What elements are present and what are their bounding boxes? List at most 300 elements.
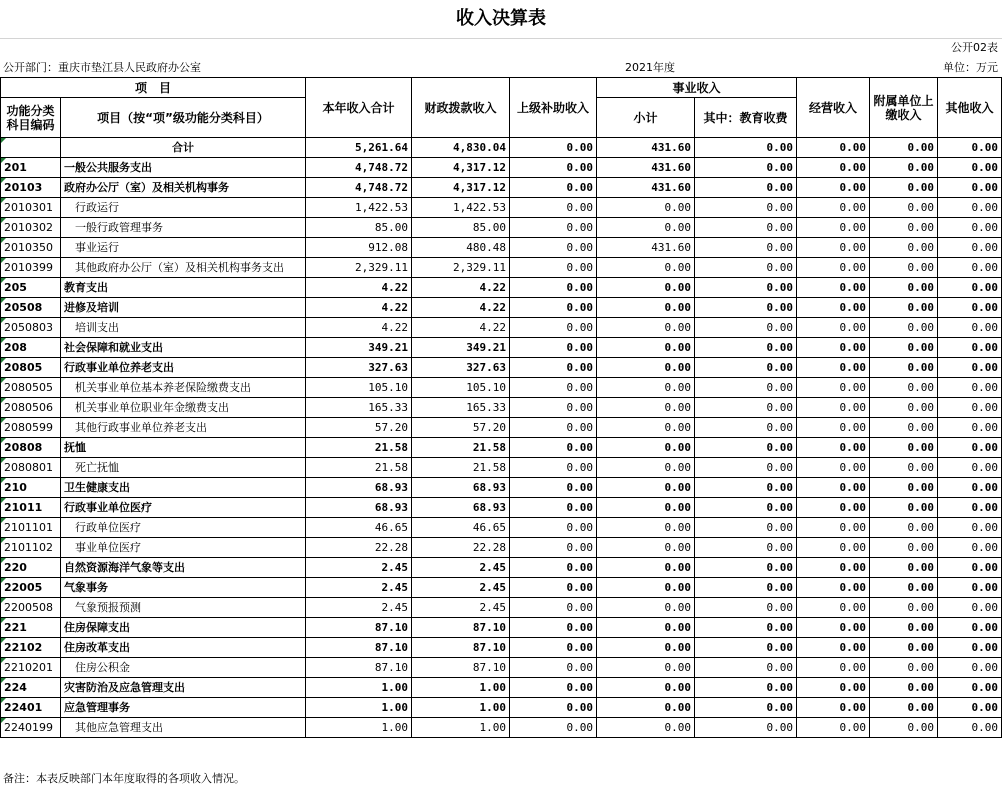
row-value: 87.10: [306, 618, 412, 638]
row-value: 327.63: [412, 358, 510, 378]
row-value: 0.00: [695, 518, 797, 538]
row-value: 0.00: [510, 498, 597, 518]
row-value: 0.00: [870, 158, 938, 178]
row-value: 2,329.11: [306, 258, 412, 278]
row-value: 1.00: [412, 678, 510, 698]
table-row: [1, 338, 1002, 358]
row-code: 2010302: [1, 218, 61, 238]
row-name: 行政事业单位医疗: [61, 498, 306, 518]
table-row: [1, 458, 1002, 478]
row-value: 0.00: [797, 718, 870, 738]
row-value: 0.00: [695, 698, 797, 718]
row-value: 0.00: [797, 578, 870, 598]
row-value: 0.00: [510, 618, 597, 638]
row-name: 卫生健康支出: [61, 478, 306, 498]
row-value: 0.00: [510, 338, 597, 358]
row-value: 21.58: [412, 458, 510, 478]
row-value: 0.00: [597, 438, 695, 458]
row-value: 0.00: [938, 618, 1002, 638]
row-code: 20103: [1, 178, 61, 198]
row-value: 431.60: [597, 158, 695, 178]
row-value: 0.00: [695, 278, 797, 298]
table-row: [1, 578, 1002, 598]
row-value: 0.00: [597, 698, 695, 718]
row-value: 2.45: [412, 578, 510, 598]
row-name: 事业单位医疗: [61, 538, 306, 558]
row-code: 205: [1, 278, 61, 298]
row-value: 0.00: [870, 218, 938, 238]
row-value: 0.00: [695, 238, 797, 258]
row-value: 4.22: [306, 278, 412, 298]
row-value: 0.00: [510, 278, 597, 298]
row-value: 0.00: [797, 478, 870, 498]
row-value: 0.00: [510, 458, 597, 478]
row-name: 社会保障和就业支出: [61, 338, 306, 358]
header-other: 其他收入: [938, 78, 1002, 138]
row-value: 0.00: [870, 258, 938, 278]
row-value: 0.00: [797, 178, 870, 198]
header-subtotal: 小计: [597, 98, 695, 138]
row-code: 201: [1, 158, 61, 178]
row-value: 0.00: [597, 378, 695, 398]
row-value: 4,317.12: [412, 158, 510, 178]
row-code: 221: [1, 618, 61, 638]
row-value: 0.00: [870, 198, 938, 218]
row-value: 4.22: [412, 318, 510, 338]
row-value: 21.58: [412, 438, 510, 458]
row-value: 431.60: [597, 238, 695, 258]
row-value: 0.00: [695, 258, 797, 278]
row-name: 合计: [61, 138, 306, 158]
row-code: 21011: [1, 498, 61, 518]
row-value: 0.00: [597, 258, 695, 278]
row-value: 0.00: [870, 558, 938, 578]
year-label: 2021年度: [625, 61, 675, 74]
row-value: 0.00: [695, 498, 797, 518]
row-code: 208: [1, 338, 61, 358]
row-name: 住房改革支出: [61, 638, 306, 658]
table-row: [1, 298, 1002, 318]
row-code: 22005: [1, 578, 61, 598]
row-value: 0.00: [597, 598, 695, 618]
row-value: 0.00: [695, 458, 797, 478]
table-row: [1, 418, 1002, 438]
table-row: [1, 518, 1002, 538]
row-code: 224: [1, 678, 61, 698]
table-code: 公开02表: [951, 41, 998, 54]
row-value: 4.22: [412, 278, 510, 298]
row-value: 0.00: [870, 378, 938, 398]
row-value: 0.00: [938, 318, 1002, 338]
row-name: 教育支出: [61, 278, 306, 298]
row-value: 0.00: [938, 198, 1002, 218]
row-code: 2080506: [1, 398, 61, 418]
table-row: [1, 598, 1002, 618]
row-value: 0.00: [938, 218, 1002, 238]
row-value: 0.00: [695, 198, 797, 218]
row-code: 2080505: [1, 378, 61, 398]
row-code: 2080801: [1, 458, 61, 478]
row-value: 0.00: [597, 218, 695, 238]
row-value: 912.08: [306, 238, 412, 258]
row-value: 0.00: [510, 678, 597, 698]
table-row: [1, 618, 1002, 638]
row-value: 105.10: [306, 378, 412, 398]
row-value: 0.00: [870, 598, 938, 618]
row-code: 20508: [1, 298, 61, 318]
row-value: 0.00: [870, 358, 938, 378]
row-value: 0.00: [870, 338, 938, 358]
row-code: 2010301: [1, 198, 61, 218]
row-value: 0.00: [510, 578, 597, 598]
row-value: 0.00: [938, 238, 1002, 258]
row-value: 1.00: [306, 698, 412, 718]
row-value: 0.00: [797, 598, 870, 618]
row-value: 0.00: [597, 678, 695, 698]
report-title: 收入决算表: [0, 0, 1002, 39]
row-value: 0.00: [938, 418, 1002, 438]
row-value: 0.00: [510, 438, 597, 458]
table-row: [1, 698, 1002, 718]
row-value: 0.00: [938, 438, 1002, 458]
row-value: 0.00: [695, 478, 797, 498]
row-value: 0.00: [597, 418, 695, 438]
row-value: 0.00: [938, 338, 1002, 358]
header-code: 功能分类科目编码: [1, 98, 61, 138]
row-name: 其他政府办公厅（室）及相关机构事务支出: [61, 258, 306, 278]
row-value: 0.00: [597, 658, 695, 678]
row-value: 0.00: [797, 518, 870, 538]
row-code: 2210201: [1, 658, 61, 678]
row-value: 87.10: [306, 658, 412, 678]
row-value: 105.10: [412, 378, 510, 398]
row-value: 0.00: [695, 158, 797, 178]
row-code: 2101102: [1, 538, 61, 558]
row-name: 自然资源海洋气象等支出: [61, 558, 306, 578]
row-name: 培训支出: [61, 318, 306, 338]
row-value: 0.00: [695, 418, 797, 438]
row-value: 0.00: [695, 298, 797, 318]
row-value: 0.00: [938, 518, 1002, 538]
row-value: 0.00: [510, 158, 597, 178]
row-name: 气象事务: [61, 578, 306, 598]
department-label: 公开部门：重庆市垫江县人民政府办公室: [3, 61, 201, 74]
row-value: 0.00: [695, 138, 797, 158]
row-value: 0.00: [597, 358, 695, 378]
row-value: 22.28: [412, 538, 510, 558]
row-value: 0.00: [695, 338, 797, 358]
row-value: 0.00: [510, 558, 597, 578]
table-row: [1, 378, 1002, 398]
row-value: 0.00: [695, 638, 797, 658]
row-code: 220: [1, 558, 61, 578]
table-row: [1, 638, 1002, 658]
header-superior: 上级补助收入: [510, 78, 597, 138]
row-name: 行政运行: [61, 198, 306, 218]
row-value: 0.00: [597, 578, 695, 598]
row-name: 其他行政事业单位养老支出: [61, 418, 306, 438]
row-value: 0.00: [938, 718, 1002, 738]
row-value: 0.00: [938, 478, 1002, 498]
row-name: 政府办公厅（室）及相关机构事务: [61, 178, 306, 198]
row-value: 0.00: [597, 338, 695, 358]
row-value: 68.93: [412, 498, 510, 518]
row-name: 一般公共服务支出: [61, 158, 306, 178]
row-value: 0.00: [510, 178, 597, 198]
row-value: 0.00: [510, 478, 597, 498]
row-name: 抚恤: [61, 438, 306, 458]
row-name: 住房公积金: [61, 658, 306, 678]
row-name: 一般行政管理事务: [61, 218, 306, 238]
row-value: 0.00: [510, 358, 597, 378]
row-value: 0.00: [938, 278, 1002, 298]
row-value: 85.00: [306, 218, 412, 238]
table-row: [1, 178, 1002, 198]
unit-label: 单位：万元: [943, 61, 998, 74]
row-value: 0.00: [597, 638, 695, 658]
row-value: 0.00: [510, 218, 597, 238]
row-value: 0.00: [797, 418, 870, 438]
row-value: 0.00: [695, 538, 797, 558]
row-name: 气象预报预测: [61, 598, 306, 618]
row-name: 其他应急管理支出: [61, 718, 306, 738]
row-value: 0.00: [695, 718, 797, 738]
table-row: [1, 438, 1002, 458]
table-row: [1, 138, 1002, 158]
row-value: 0.00: [870, 538, 938, 558]
row-value: 68.93: [306, 498, 412, 518]
header-business: 事业收入: [597, 78, 797, 98]
row-value: 0.00: [938, 578, 1002, 598]
row-value: 0.00: [695, 318, 797, 338]
row-value: 0.00: [695, 438, 797, 458]
row-value: 4.22: [306, 318, 412, 338]
row-value: 0.00: [597, 458, 695, 478]
row-name: 机关事业单位基本养老保险缴费支出: [61, 378, 306, 398]
header-affiliated: 附属单位上缴收入: [870, 78, 938, 138]
row-name: 应急管理事务: [61, 698, 306, 718]
table-row: [1, 558, 1002, 578]
row-value: 0.00: [597, 298, 695, 318]
row-value: 165.33: [412, 398, 510, 418]
table-row: [1, 678, 1002, 698]
income-table: [0, 77, 1002, 738]
row-name: 机关事业单位职业年金缴费支出: [61, 398, 306, 418]
row-value: 0.00: [597, 518, 695, 538]
row-value: 0.00: [510, 538, 597, 558]
row-value: 0.00: [597, 278, 695, 298]
row-value: 4,748.72: [306, 178, 412, 198]
row-value: 0.00: [938, 678, 1002, 698]
row-value: 1,422.53: [306, 198, 412, 218]
table-row: [1, 198, 1002, 218]
row-name: 事业运行: [61, 238, 306, 258]
row-value: 0.00: [797, 618, 870, 638]
row-value: 0.00: [870, 638, 938, 658]
row-value: 0.00: [797, 318, 870, 338]
row-name: 行政事业单位养老支出: [61, 358, 306, 378]
row-code: 2101101: [1, 518, 61, 538]
row-value: 0.00: [510, 598, 597, 618]
row-value: 0.00: [870, 178, 938, 198]
row-value: 1.00: [412, 698, 510, 718]
row-value: 22.28: [306, 538, 412, 558]
header-fiscal: 财政拨款收入: [412, 78, 510, 138]
row-value: 0.00: [870, 318, 938, 338]
row-value: 57.20: [306, 418, 412, 438]
row-value: 5,261.64: [306, 138, 412, 158]
row-value: 0.00: [938, 558, 1002, 578]
row-value: 0.00: [695, 178, 797, 198]
row-value: 349.21: [412, 338, 510, 358]
row-value: 2.45: [306, 598, 412, 618]
row-value: 165.33: [306, 398, 412, 418]
table-row: [1, 278, 1002, 298]
row-value: 0.00: [510, 518, 597, 538]
row-value: 0.00: [510, 698, 597, 718]
row-value: 4.22: [306, 298, 412, 318]
row-value: 0.00: [870, 278, 938, 298]
row-code: 2240199: [1, 718, 61, 738]
row-value: 2.45: [306, 558, 412, 578]
row-value: 327.63: [306, 358, 412, 378]
row-value: 0.00: [870, 678, 938, 698]
row-value: 87.10: [412, 638, 510, 658]
row-value: 0.00: [510, 378, 597, 398]
row-value: 1.00: [306, 678, 412, 698]
row-value: 0.00: [695, 378, 797, 398]
row-value: 57.20: [412, 418, 510, 438]
row-value: 0.00: [938, 178, 1002, 198]
row-code: 22102: [1, 638, 61, 658]
row-value: 0.00: [695, 678, 797, 698]
row-value: 0.00: [938, 138, 1002, 158]
row-value: 0.00: [870, 478, 938, 498]
row-value: 0.00: [870, 578, 938, 598]
row-value: 68.93: [412, 478, 510, 498]
row-value: 0.00: [695, 558, 797, 578]
row-value: 21.58: [306, 438, 412, 458]
row-value: 0.00: [597, 498, 695, 518]
row-value: 0.00: [870, 498, 938, 518]
row-value: 87.10: [306, 638, 412, 658]
row-value: 1.00: [306, 718, 412, 738]
row-value: 87.10: [412, 618, 510, 638]
row-value: 68.93: [306, 478, 412, 498]
row-value: 0.00: [510, 298, 597, 318]
row-value: 431.60: [597, 178, 695, 198]
row-value: 0.00: [797, 378, 870, 398]
row-value: 431.60: [597, 138, 695, 158]
row-value: 0.00: [870, 618, 938, 638]
table-row: [1, 258, 1002, 278]
row-value: 0.00: [938, 638, 1002, 658]
row-value: 2.45: [412, 598, 510, 618]
row-value: 0.00: [938, 398, 1002, 418]
header-education: 其中：教育收费: [695, 98, 797, 138]
row-value: 0.00: [870, 718, 938, 738]
row-value: 0.00: [797, 298, 870, 318]
row-value: 0.00: [597, 558, 695, 578]
row-value: 0.00: [695, 358, 797, 378]
row-value: 0.00: [938, 498, 1002, 518]
row-value: 0.00: [938, 158, 1002, 178]
row-value: 0.00: [510, 198, 597, 218]
row-value: 0.00: [938, 598, 1002, 618]
row-name: 死亡抚恤: [61, 458, 306, 478]
row-value: 1.00: [412, 718, 510, 738]
row-value: 0.00: [797, 338, 870, 358]
row-code: [1, 138, 61, 158]
row-value: 0.00: [510, 238, 597, 258]
row-value: 0.00: [870, 438, 938, 458]
row-value: 0.00: [797, 158, 870, 178]
row-value: 349.21: [306, 338, 412, 358]
row-value: 0.00: [938, 358, 1002, 378]
row-name: 住房保障支出: [61, 618, 306, 638]
table-row: [1, 538, 1002, 558]
row-value: 0.00: [510, 398, 597, 418]
row-name: 灾害防治及应急管理支出: [61, 678, 306, 698]
table-row: [1, 318, 1002, 338]
row-name: 进修及培训: [61, 298, 306, 318]
row-value: 0.00: [870, 138, 938, 158]
row-value: 0.00: [797, 638, 870, 658]
row-code: 2010399: [1, 258, 61, 278]
row-value: 0.00: [597, 538, 695, 558]
footnote: 备注：本表反映部门本年度取得的各项收入情况。: [3, 772, 245, 785]
row-value: 0.00: [597, 618, 695, 638]
row-value: 0.00: [695, 398, 797, 418]
table-row: [1, 658, 1002, 678]
row-value: 2.45: [306, 578, 412, 598]
row-value: 0.00: [797, 678, 870, 698]
row-value: 0.00: [597, 318, 695, 338]
header-total: 本年收入合计: [306, 78, 412, 138]
row-value: 0.00: [938, 258, 1002, 278]
row-value: 2,329.11: [412, 258, 510, 278]
row-value: 0.00: [597, 478, 695, 498]
row-value: 0.00: [797, 558, 870, 578]
row-value: 0.00: [870, 698, 938, 718]
row-value: 4,748.72: [306, 158, 412, 178]
row-value: 0.00: [695, 618, 797, 638]
table-row: [1, 238, 1002, 258]
row-value: 0.00: [797, 698, 870, 718]
row-value: 0.00: [870, 658, 938, 678]
row-value: 0.00: [597, 398, 695, 418]
row-value: 85.00: [412, 218, 510, 238]
row-value: 21.58: [306, 458, 412, 478]
row-value: 0.00: [597, 198, 695, 218]
row-code: 22401: [1, 698, 61, 718]
row-value: 0.00: [510, 638, 597, 658]
row-code: 2200508: [1, 598, 61, 618]
row-value: 0.00: [797, 358, 870, 378]
row-value: 0.00: [797, 438, 870, 458]
row-name: 行政单位医疗: [61, 518, 306, 538]
row-code: 210: [1, 478, 61, 498]
row-value: 0.00: [695, 218, 797, 238]
row-value: 0.00: [797, 198, 870, 218]
row-value: 0.00: [938, 538, 1002, 558]
table-row: [1, 218, 1002, 238]
row-value: 2.45: [412, 558, 510, 578]
row-code: 20805: [1, 358, 61, 378]
row-value: 0.00: [797, 218, 870, 238]
row-value: 0.00: [870, 518, 938, 538]
table-row: [1, 398, 1002, 418]
